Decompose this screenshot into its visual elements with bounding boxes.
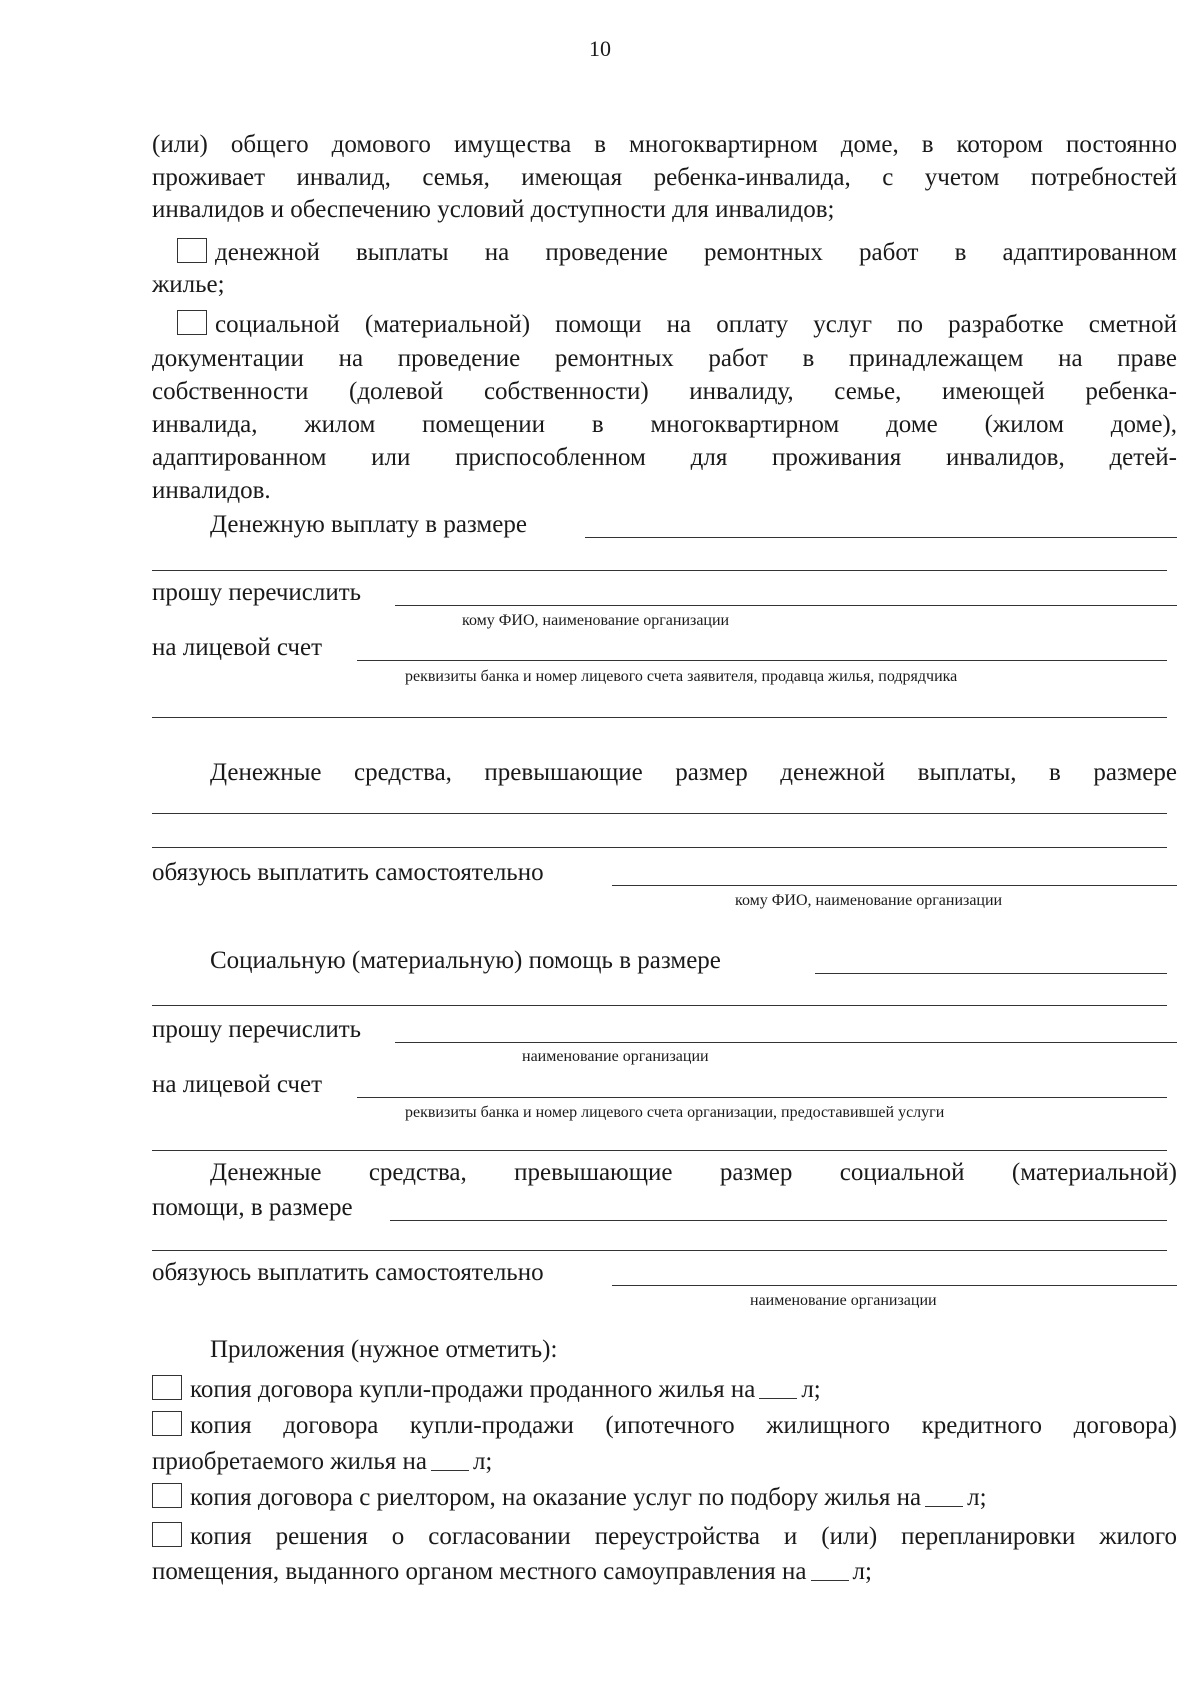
excess-aid-label-2: помощи, в размере <box>152 1194 353 1221</box>
excess-payment-pay-label: обязуюсь выплатить самостоятельно <box>152 859 544 886</box>
attachment-item-continued <box>152 1447 492 1477</box>
aid-amount-label: Социальную (материальную) помощь в размере <box>210 947 721 974</box>
attachment-text: копия договора купли-продажи (ипотечного жилищного кредитного договора) <box>190 1412 1177 1439</box>
pages-unit: л; <box>967 1484 987 1511</box>
attachment-text: помещения, выданного органом местного самоуправления на <box>152 1558 807 1585</box>
aid-recipient-field[interactable] <box>395 1042 1177 1043</box>
aid-account-caption: реквизиты банка и номер лицевого счета организации, предоставившей услуги <box>405 1104 945 1121</box>
payment-amount-field[interactable] <box>585 537 1177 538</box>
payment-amount-label: Денежную выплату в размере <box>210 511 527 538</box>
excess-aid-pay-label: обязуюсь выплатить самостоятельно <box>152 1259 544 1286</box>
repair-payment-checkbox[interactable] <box>177 238 207 263</box>
attachment-text: копия решения о согласовании переустройства и (или) перепланировки жилого <box>190 1523 1177 1550</box>
excess-payment-amount-field-continued[interactable] <box>152 847 1167 848</box>
payment-transfer-label: прошу перечислить <box>152 579 362 606</box>
excess-aid-amount-field-continued[interactable] <box>152 1250 1167 1251</box>
aid-amount-field[interactable] <box>815 973 1167 974</box>
payment-account-field[interactable] <box>357 660 1167 661</box>
attachment-item <box>152 1411 1177 1441</box>
aid-recipient-caption: наименование организации <box>522 1048 709 1065</box>
paragraph-line: собственности (долевой собственности) инвалиду, семье, имеющей ребенка- <box>152 378 1177 405</box>
attachment-text: копия договора с риелтором, на оказание услуг по подбору жилья на <box>190 1484 922 1511</box>
attachment-text: копия договора купли-продажи проданного жилья на <box>190 1376 756 1403</box>
pages-field[interactable] <box>431 1450 469 1471</box>
aid-amount-field-continued[interactable] <box>152 1005 1167 1006</box>
option-repair-payment <box>177 238 1177 268</box>
attachment-item-continued <box>152 1557 872 1587</box>
attachment-checkbox[interactable] <box>152 1411 182 1436</box>
excess-payment-label: Денежные средства, превышающие размер денежной выплаты, в размере <box>210 759 1177 786</box>
excess-aid-amount-field[interactable] <box>390 1220 1167 1221</box>
social-aid-checkbox[interactable] <box>177 310 207 335</box>
excess-payment-caption: кому ФИО, наименование организации <box>735 892 1003 909</box>
paragraph-line: жилье; <box>152 271 225 298</box>
pages-unit: л; <box>801 1376 821 1403</box>
pages-field[interactable] <box>811 1560 849 1581</box>
paragraph-line: проживает инвалид, семья, имеющая ребенка-инвалида, с учетом потребностей <box>152 164 1177 191</box>
payment-account-label: на лицевой счет <box>152 634 323 661</box>
excess-aid-recipient-field[interactable] <box>612 1285 1177 1286</box>
attachment-checkbox[interactable] <box>152 1522 182 1547</box>
aid-account-label: на лицевой счет <box>152 1071 323 1098</box>
pages-unit: л; <box>472 1448 493 1475</box>
excess-aid-label: Денежные средства, превышающие размер социальной (материальной) <box>210 1159 1177 1186</box>
payment-amount-field-continued[interactable] <box>152 570 1167 571</box>
paragraph-line: инвалидов и обеспечению условий доступности для инвалидов; <box>152 196 835 223</box>
attachments-title: Приложения (нужное отметить): <box>210 1336 558 1363</box>
paragraph-line: адаптированном или приспособленном для проживания инвалидов, детей- <box>152 444 1177 471</box>
option-social-aid <box>177 310 1177 340</box>
aid-transfer-label: прошу перечислить <box>152 1016 362 1043</box>
payment-account-field-continued[interactable] <box>152 717 1167 718</box>
attachment-item <box>152 1483 987 1513</box>
option-text: социальной (материальной) помощи на оплату услуг по разработке сметной <box>215 311 1177 338</box>
payment-recipient-caption: кому ФИО, наименование организации <box>462 612 730 629</box>
attachment-checkbox[interactable] <box>152 1375 182 1400</box>
attachment-item <box>152 1522 1177 1552</box>
payment-account-caption: реквизиты банка и номер лицевого счета заявителя, продавца жилья, подрядчика <box>405 668 958 685</box>
excess-payment-amount-field[interactable] <box>152 813 1167 814</box>
paragraph-line: инвалидов. <box>152 477 271 504</box>
paragraph-line: (или) общего домового имущества в многоквартирном доме, в котором постоянно <box>152 131 1177 158</box>
paragraph-line: документации на проведение ремонтных работ в принадлежащем на праве <box>152 345 1177 372</box>
aid-account-field-continued[interactable] <box>152 1150 1167 1151</box>
pages-unit: л; <box>852 1558 872 1585</box>
payment-recipient-field[interactable] <box>395 605 1177 606</box>
attachment-text: приобретаемого жилья на <box>152 1448 427 1475</box>
pages-field[interactable] <box>925 1486 963 1507</box>
attachment-checkbox[interactable] <box>152 1483 182 1508</box>
excess-payment-recipient-field[interactable] <box>612 885 1177 886</box>
pages-field[interactable] <box>759 1378 797 1399</box>
option-text: денежной выплаты на проведение ремонтных работ в адаптированном <box>215 239 1177 266</box>
paragraph-line: инвалида, жилом помещении в многоквартирном доме (жилом доме), <box>152 411 1177 438</box>
page-number: 10 <box>589 36 611 61</box>
aid-account-field[interactable] <box>357 1097 1167 1098</box>
attachment-item <box>152 1375 821 1405</box>
excess-aid-caption: наименование организации <box>750 1292 937 1309</box>
